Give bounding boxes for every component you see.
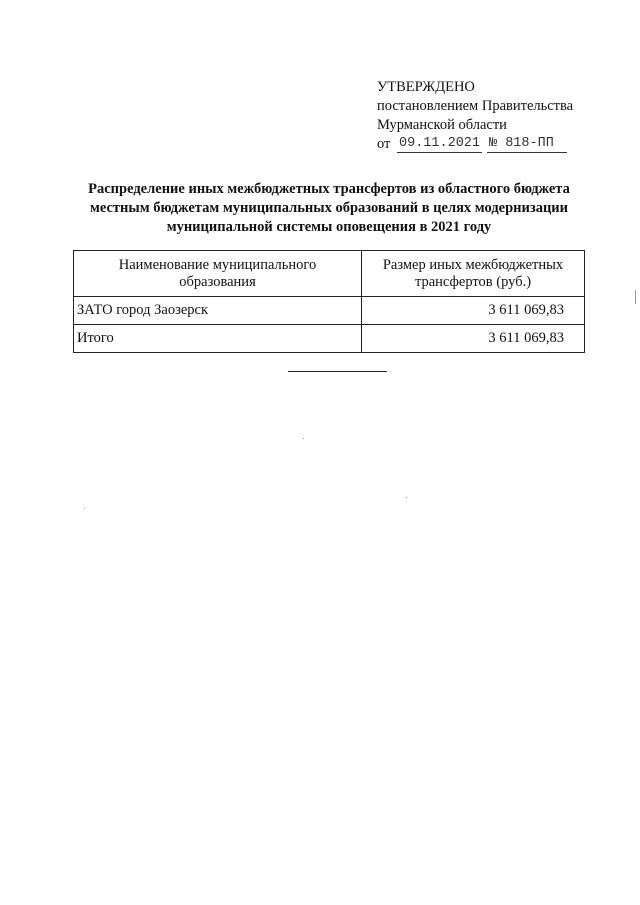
document-title	[60, 180, 598, 237]
scan-speck	[635, 290, 636, 304]
approval-block	[377, 78, 573, 154]
distribution-table	[73, 250, 585, 353]
approval-number-underline	[487, 152, 567, 153]
approval-number: № 818-ПП	[489, 136, 554, 151]
row-amount: 3 611 069,83	[362, 297, 585, 325]
approval-heading: УТВЕРЖДЕНО	[377, 79, 475, 95]
header-amount: Размер иных межбюджетных трансфертов (руб.)	[362, 251, 585, 297]
row-municipality-name: ЗАТО город Заозерск	[74, 297, 362, 325]
title-line-1: Распределение иных межбюджетных трансфертов из областного бюджета	[88, 181, 570, 197]
table-header-row	[74, 251, 585, 297]
header-municipality: Наименование муниципального образования	[74, 251, 362, 297]
total-label: Итого	[74, 325, 362, 353]
total-amount: 3 611 069,83	[362, 325, 585, 353]
title-line-2: местным бюджетам муниципальных образований в целях модернизации	[89, 200, 569, 216]
table-row-total	[74, 325, 585, 353]
approval-line-1: постановлением Правительства	[377, 98, 574, 114]
scan-speck	[84, 508, 85, 509]
title-line-3: муниципальной системы оповещения в 2021 году	[166, 219, 492, 235]
approval-date-line	[377, 135, 573, 154]
scan-speck	[406, 497, 407, 498]
approval-line-2: Мурманской области	[377, 117, 507, 133]
scan-speck	[303, 438, 304, 439]
table-row	[74, 297, 585, 325]
approval-date: 09.11.2021	[399, 136, 481, 151]
end-divider	[288, 371, 387, 372]
approval-prefix: от	[377, 136, 391, 152]
